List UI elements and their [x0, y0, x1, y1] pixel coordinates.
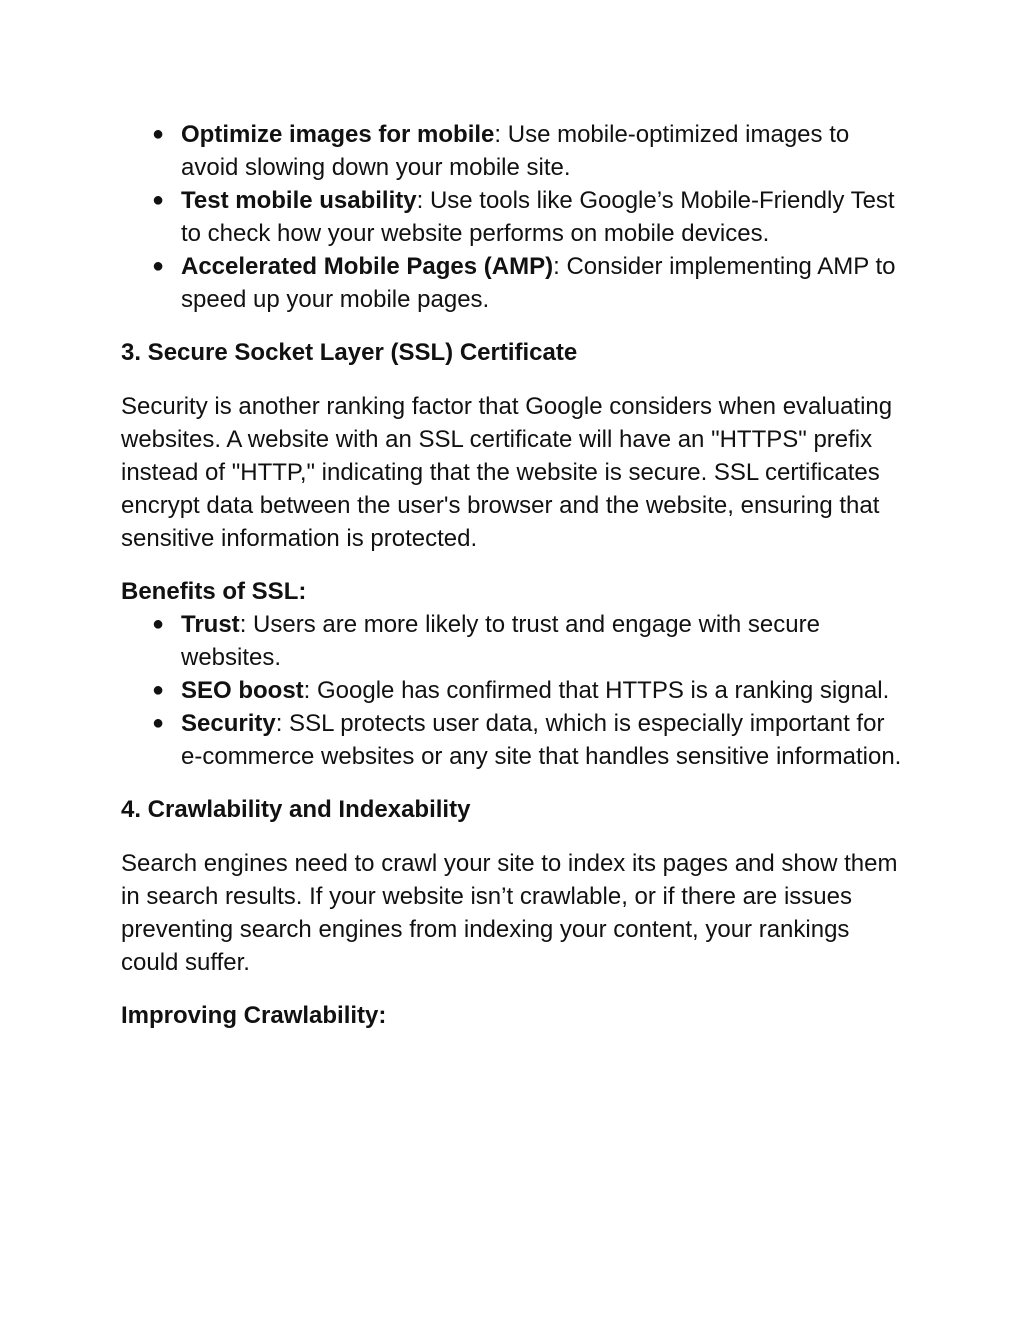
list-item-text: : Use mobile-optimized images to avoid slowing down your mobile site. — [181, 121, 850, 181]
list-item-title: Security — [181, 710, 276, 737]
list-item — [121, 707, 911, 773]
list-item-text: : Google has confirmed that HTTPS is a ranking signal. — [303, 677, 890, 704]
section-heading-ssl: 3. Secure Socket Layer (SSL) Certificate — [121, 339, 578, 366]
list-item — [121, 118, 911, 184]
bullet-icon: ● — [152, 712, 165, 734]
list-item-text: : Consider implementing AMP to speed up your mobile pages. — [181, 253, 896, 313]
ssl-benefits-list — [121, 608, 911, 773]
section-heading-crawlability: 4. Crawlability and Indexability — [121, 796, 471, 823]
list-item-title: Optimize images for mobile — [181, 121, 495, 148]
list-item-title: Accelerated Mobile Pages (AMP) — [181, 253, 554, 280]
list-item-title: Trust — [181, 611, 240, 638]
list-item-text: : Users are more likely to trust and engage with secure websites. — [181, 611, 820, 671]
list-item-text: : Use tools like Google’s Mobile-Friendly Test to check how your website performs on mobile devices. — [181, 187, 895, 247]
improving-crawlability-heading: Improving Crawlability: — [121, 1002, 387, 1029]
list-item-title: SEO boost — [181, 677, 304, 704]
bullet-icon: ● — [152, 189, 165, 211]
mobile-tips-list — [121, 118, 911, 316]
crawlability-paragraph: Search engines need to crawl your site to index its pages and show them in search results. If your website isn’t crawlable, or if there are issues preventing search engines from indexing your content, your rankings could suffer. — [121, 850, 898, 976]
list-item — [121, 184, 911, 250]
bullet-icon: ● — [152, 613, 165, 635]
list-item — [121, 608, 911, 674]
document-page — [121, 118, 911, 1032]
bullet-icon: ● — [152, 679, 165, 701]
list-item — [121, 250, 911, 316]
bullet-icon: ● — [152, 255, 165, 277]
ssl-paragraph: Security is another ranking factor that Google considers when evaluating websites. A website with an SSL certificate will have an "HTTPS" prefix instead of "HTTP," indicating that the website is secure. SSL certificates encrypt data between the user's browser and the website, ensuring that sensitive information is protected. — [121, 393, 893, 552]
list-item-title: Test mobile usability — [181, 187, 417, 214]
list-item-text: : SSL protects user data, which is especially important for e-commerce websites or any site that handles sensitive information. — [181, 710, 902, 770]
list-item — [121, 674, 911, 707]
benefits-heading: Benefits of SSL: — [121, 578, 307, 605]
bullet-icon: ● — [152, 123, 165, 145]
